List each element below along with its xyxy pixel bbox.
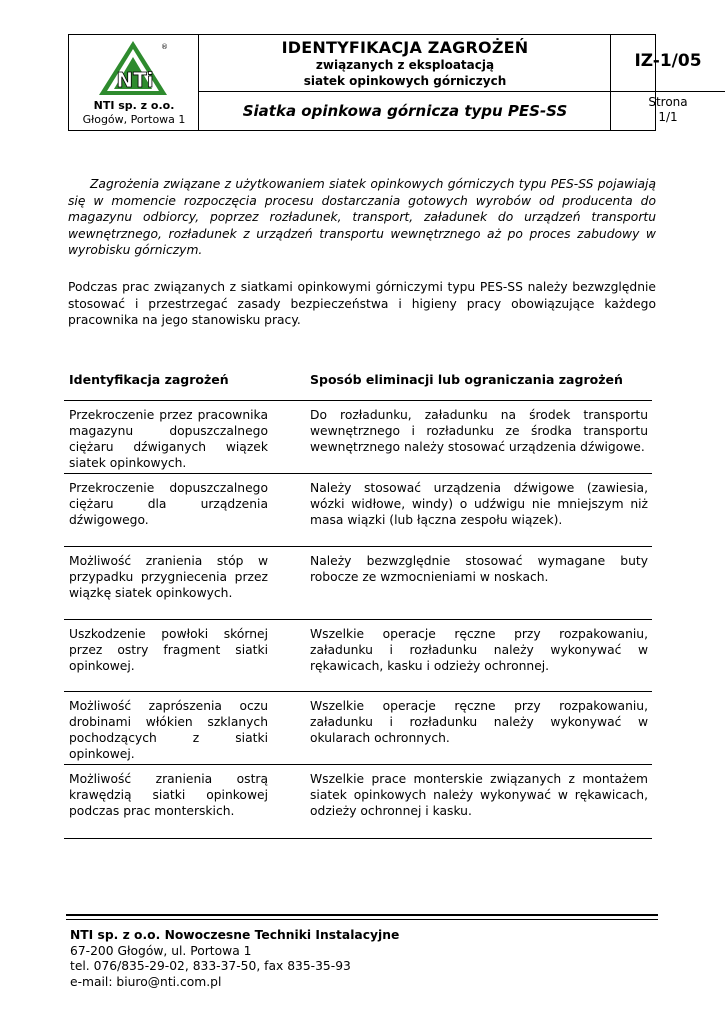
document-header <box>68 34 702 131</box>
measure-cell: Wszelkie prace monterskie związanych z montażem siatek opinkowych należy wykonywać w rękawicach, odzieży ochronnej i kasku. <box>310 772 648 818</box>
measure-cell: Do rozładunku, załadunku na środek transportu wewnętrznego i rozładunku ze środka transportu wewnętrznego należy stosować urządzenia dźwigowe. <box>310 408 648 454</box>
hazard-cell: Możliwość zranienia stóp w przypadku przygniecenia przez wiązkę siatek opinkowych. <box>69 554 268 600</box>
logo-cell <box>69 35 199 130</box>
intro-paragraph: Zagrożenia związane z użytkowaniem siatek opinkowych górniczych typu PES-SS pojawiają się w momencie rozpoczęcia procesu dostarczania gotowych wyrobów od producenta do magazynu odbiorcy, poprzez rozładunek, transport, załadunek do urządzeń transportu wewnętrznego, rozładunek z urządzeń transportu wewnętrznego aż po proces zabudowy w wyrobisku górniczym. <box>68 177 656 257</box>
doc-code-cell <box>611 35 725 92</box>
table-row <box>64 547 652 620</box>
measure-cell: Należy bezwzględnie stosować wymagane buty robocze ze wzmocnieniami w noskach. <box>310 554 648 584</box>
footer-company: NTI sp. z o.o. Nowoczesne Techniki Instalacyjne <box>70 928 400 942</box>
page-cell <box>611 92 725 130</box>
hazard-cell: Przekroczenie dopuszczalnego ciężaru dla urządzenia dźwigowego. <box>69 481 268 527</box>
table-header <box>64 360 652 401</box>
footer <box>70 928 399 990</box>
footer-email: e-mail: biuro@nti.com.pl <box>70 974 222 989</box>
registered-mark: ® <box>161 43 168 51</box>
measure-cell: Należy stosować urządzenia dźwigowe (zawiesia, wózki widłowe, windy) o udźwigu nie mniejszym niż masa wiązki (lub łączna zespołu wiązek). <box>310 481 648 527</box>
footer-phone: tel. 076/835-29-02, 833-37-50, fax 835-35-93 <box>70 959 351 973</box>
document-title: IDENTYFIKACJA ZAGROŻEŃ <box>281 38 529 57</box>
column-header-hazard: Identyfikacja zagrożeń <box>69 372 229 387</box>
page-number: 1/1 <box>658 110 678 124</box>
table-row <box>64 765 652 839</box>
hazard-cell: Uszkodzenie powłoki skórnej przez ostry fragment siatki opinkowej. <box>69 627 268 673</box>
table-row <box>64 474 652 547</box>
footer-divider <box>66 914 658 916</box>
measure-cell: Wszelkie operacje ręczne przy rozpakowaniu, załadunku i rozładunku należy wykonywać w rękawicach, kasku i odzieży ochronnej. <box>310 627 648 673</box>
page-label: Strona <box>648 95 688 109</box>
hazard-cell: Możliwość zranienia ostrą krawędzią siatki opinkowej podczas prac monterskich. <box>69 772 268 818</box>
table-row <box>64 692 652 765</box>
footer-divider-thin <box>66 919 658 920</box>
hazard-cell: Możliwość zaprószenia oczu drobinami włókien szklanych pochodzących z siatki opinkowej. <box>69 699 268 761</box>
safety-paragraph: Podczas prac związanych z siatkami opinkowymi górniczymi typu PES-SS należy bezwzględnie stosować i przestrzegać zasady bezpieczeństwa i higieny pracy obowiązujące każdego pracownika na jego stanowisku pracy. <box>68 280 656 327</box>
title-cell <box>199 35 611 130</box>
footer-address: 67-200 Głogów, ul. Portowa 1 <box>70 943 252 958</box>
company-address: Głogów, Portowa 1 <box>82 113 186 126</box>
doc-code: IZ-1/05 <box>634 51 702 71</box>
table-row <box>64 401 652 474</box>
logo-text: NTi <box>116 68 154 92</box>
title-block <box>199 35 611 92</box>
hazard-cell: Przekroczenie przez pracownika magazynu dopuszczalnego ciężaru dźwiganych wiązek siatek opinkowych. <box>69 408 268 470</box>
subtitle-line-2: siatek opinkowych górniczych <box>303 74 507 88</box>
table-row <box>64 620 652 692</box>
measure-cell: Wszelkie operacje ręczne przy rozpakowaniu, załadunku i rozładunku należy wykonywać w okularach ochronnych. <box>310 699 648 745</box>
product-name: Siatka opinkowa górnicza typu PES-SS <box>242 102 568 120</box>
subtitle-line-1: związanych z eksploatacją <box>315 58 495 72</box>
column-header-measure: Sposób eliminacji lub ograniczania zagrożeń <box>310 372 623 387</box>
company-name: NTI sp. z o.o. <box>93 99 175 112</box>
nti-logo-icon <box>97 39 169 97</box>
